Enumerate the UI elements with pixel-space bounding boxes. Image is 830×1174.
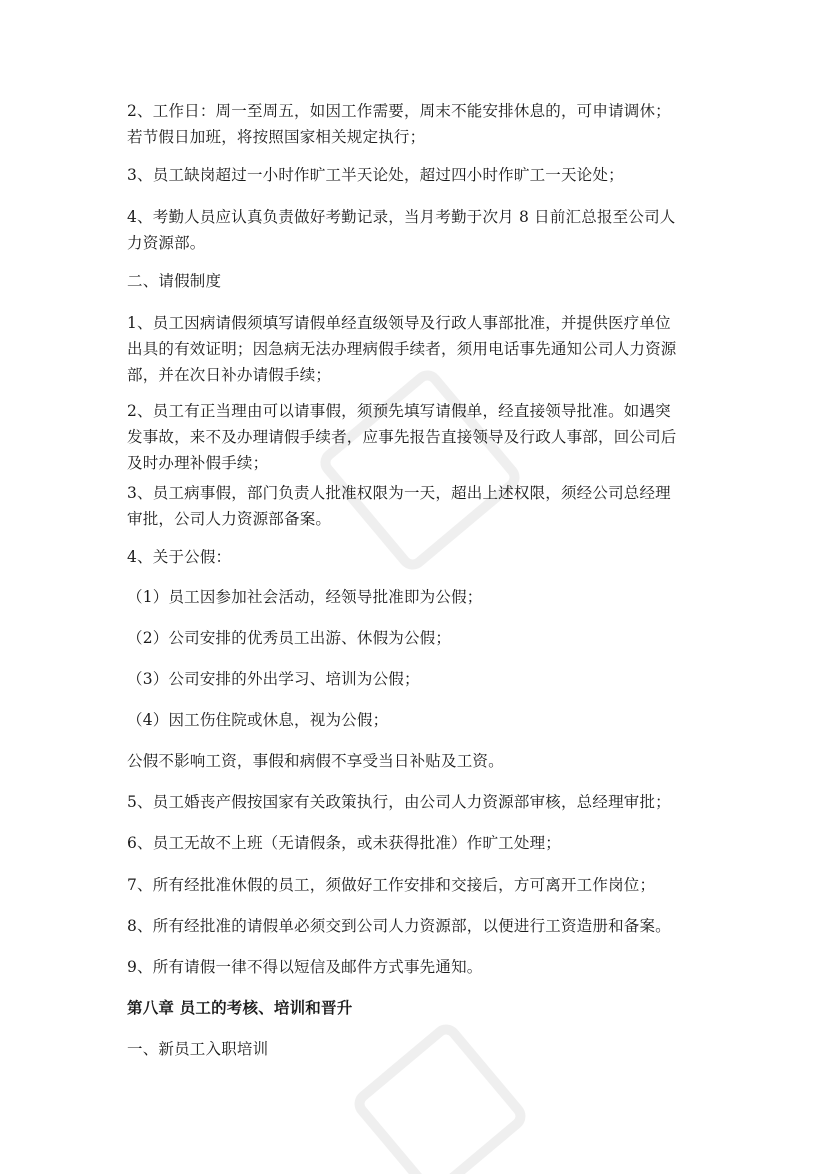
- chapter-eight-heading: 第八章 员工的考核、培训和晋升: [127, 998, 353, 1017]
- para-no-sms-notice: 9、所有请假一律不得以短信及邮件方式事先通知。: [127, 958, 483, 976]
- section-new-employee-training: 一、新员工入职培训: [127, 1040, 269, 1058]
- para-personal-leave: 2、员工有正当理由可以请事假，须预先填写请假单，经直接领导批准。如遇突 发事故，来不及办理请假手续者，应事先报告直接领导及行政人事部，回公司后 及时办理补假手续；: [127, 402, 677, 472]
- para-marriage-leave: 5、员工婚丧产假按国家有关政策执行，由公司人力资源部审核，总经理审批；: [127, 793, 671, 811]
- para-public-leave-pay: 公假不影响工资，事假和病假不享受当日补贴及工资。: [127, 752, 504, 770]
- para-approval-authority: 3、员工病事假，部门负责人批准权限为一天，超出上述权限，须经公司总经理 审批，公司人力资源部备案。: [127, 484, 671, 528]
- para-public-leave-item-1: （1）员工因参加社会活动，经领导批准即为公假；: [127, 588, 483, 606]
- para-absenteeism: 6、员工无故不上班（无请假条，或未获得批准）作旷工处理；: [127, 834, 561, 852]
- section-leave-policy: 二、请假制度: [127, 272, 222, 290]
- para-leave-slip-filing: 8、所有经批准的请假单必须交到公司人力资源部，以便进行工资造册和备案。: [127, 917, 671, 935]
- para-handover: 7、所有经批准休假的员工，须做好工作安排和交接后，方可离开工作岗位；: [127, 876, 656, 894]
- para-public-leave-item-4: （4）因工伤住院或休息，视为公假；: [127, 711, 389, 729]
- para-sick-leave: 1、员工因病请假须填写请假单经直级领导及行政人事部批准，并提供医疗单位 出具的有效证明；因急病无法办理病假手续者，须用电话事先通知公司人力资源 部，并在次日补办请假手续；: [127, 314, 677, 384]
- para-workday: 2、工作日：周一至周五，如因工作需要，周末不能安排休息的，可申请调休； 若节假日加班，将按照国家相关规定执行；: [127, 102, 671, 146]
- para-public-leave-item-2: （2）公司安排的优秀员工出游、休假为公假；: [127, 629, 452, 647]
- para-public-leave-item-3: （3）公司安排的外出学习、培训为公假；: [127, 670, 420, 688]
- para-absence: 3、员工缺岗超过一小时作旷工半天论处，超过四小时作旷工一天论处；: [127, 166, 624, 184]
- para-attendance-record: 4、考勤人员应认真负责做好考勤记录，当月考勤于次月 8 日前汇总报至公司人 力资源部。: [127, 208, 676, 252]
- para-public-leave-title: 4、关于公假：: [127, 548, 232, 566]
